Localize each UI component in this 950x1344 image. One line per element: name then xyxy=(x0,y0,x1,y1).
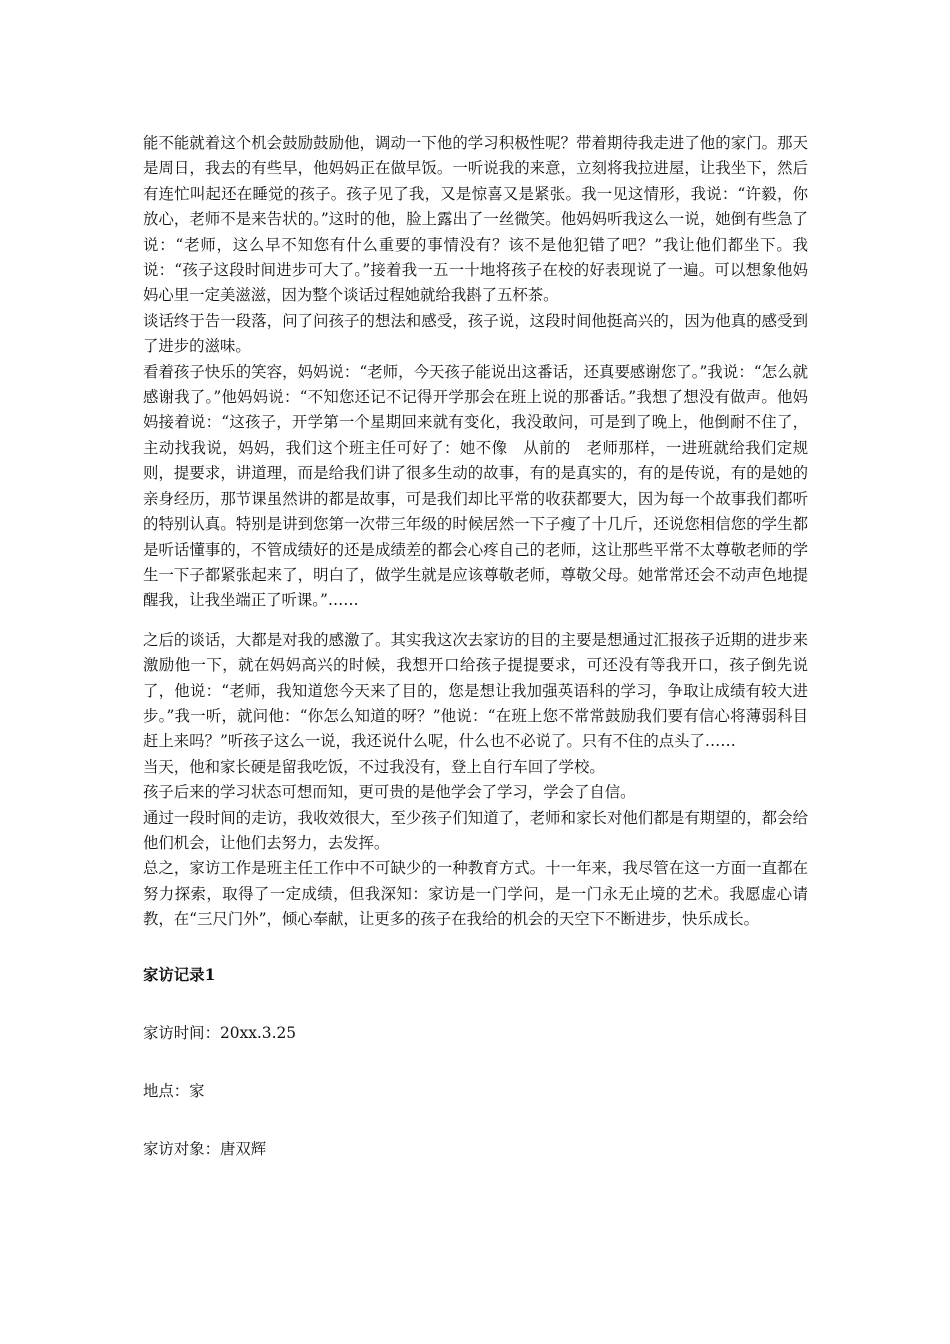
document-page xyxy=(143,131,808,1162)
paragraph-mother-thanks: 看着孩子快乐的笑容，妈妈说：“老师，今天孩子能说出这番话，还真要感谢您了。”我说：“怎么就感谢我了。”他妈妈说：“不知您还记不记得开学那会在班上说的那番话。”我想了想没有做声。他妈妈接着说：“这孩子，开学第一个星期回来就有变化，我没敢问，可是到了晚上，他倒耐不住了，主动找我说，妈妈，我们这个班主任可好了：她不像 从前的 老师那样，一进班就给我们定规则，提要求，讲道理，而是给我们讲了很多生动的故事，有的是真实的，有的是传说，有的是她的亲身经历，那节课虽然讲的都是故事，可是我们却比平常的收获都要大，因为每一个故事我们都听的特别认真。特别是讲到您第一次带三年级的时候居然一下子瘦了十几斤，还说您相信您的学生都是听话懂事的，不管成绩好的还是成绩差的都会心疼自己的老师，这让那些平常不太尊敬老师的学生一下子都紧张起来了，明白了，做学生就是应该尊敬老师，尊敬父母。她常常还会不动声色地提醒我，让我坐端正了听课。”…… xyxy=(143,362,808,610)
paragraph-summary: 总之，家访工作是班主任工作中不可缺少的一种教育方式。十一年来，我尽管在这一方面一直都在努力探索，取得了一定成绩，但我深知：家访是一门学问，是一门永无止境的艺术。我愿虚心请教，在“三尺门外”，倾心奉献，让更多的孩子在我给的机会的天空下不断进步，快乐成长。 xyxy=(143,859,808,929)
meta-spacer xyxy=(143,988,808,1021)
paragraph-visit-story: 能不能就着这个机会鼓励鼓励他，调动一下他的学习积极性呢？带着期待我走进了他的家门。那天是周日，我去的有些早，他妈妈正在做早饭。一听说我的来意，立刻将我拉进屋，让我坐下，然后有连忙叫起还在睡觉的孩子。孩子见了我，又是惊喜又是紧张。我一见这情形，我说：“许毅，你放心，老师不是来告状的。”这时的他，脸上露出了一丝微笑。他妈妈听我这么一说，她倒有些急了说：“老师，这么早不知您有什么重要的事情没有？该不是他犯错了吧？”我让他们都坐下。我说：“孩子这段时间进步可大了。”接着我一五一十地将孩子在校的好表现说了一遍。可以想象他妈妈心里一定美滋滋，因为整个谈话过程她就给我斟了五杯茶。 xyxy=(143,134,808,305)
paragraph-reflection: 通过一段时间的走访，我收效很大，至少孩子们知道了，老师和家长对他们都是有期望的，都会给他们机会，让他们去努力，去发挥。 xyxy=(143,808,808,852)
meta-spacer xyxy=(143,1104,808,1137)
paragraph-gratitude: 之后的谈话，大都是对我的感激了。其实我这次去家访的目的主要是想通过汇报孩子近期的进步来激励他一下，就在妈妈高兴的时候，我想开口给孩子提提要求，可还没有等我开口，孩子倒先说了，他说：“老师，我知道您今天来了目的，您是想让我加强英语科的学习，争取让成绩有较大进步。”我一听，就问他：“你怎么知道的呀？”他说：“在班上您不常常鼓励我们要有信心将薄弱科目赶上来吗？”听孩子这么一说，我还说什么呢，什么也不必说了。只有不住的点头了…… xyxy=(143,630,808,751)
section-spacer xyxy=(143,933,808,963)
paragraph-return-school: 当天，他和家长硬是留我吃饭，不过我没有，登上自行车回了学校。 xyxy=(143,757,605,776)
paragraph-conversation-end: 谈话终于告一段落，问了问孩子的想法和感受，孩子说，这段时间他挺高兴的，因为他真的感受到了进步的滋味。 xyxy=(143,311,808,356)
paragraph-learning-state: 孩子后来的学习状态可想而知，更可贵的是他学会了学习，学会了自信。 xyxy=(143,783,636,802)
visit-location: 地点：家 xyxy=(143,1081,205,1100)
meta-spacer xyxy=(143,1046,808,1079)
visit-target: 家访对象：唐双辉 xyxy=(143,1139,267,1158)
record-heading: 家访记录1 xyxy=(143,965,216,984)
visit-time: 家访时间：20xx.3.25 xyxy=(143,1023,297,1042)
paragraph-spacer xyxy=(143,614,808,628)
